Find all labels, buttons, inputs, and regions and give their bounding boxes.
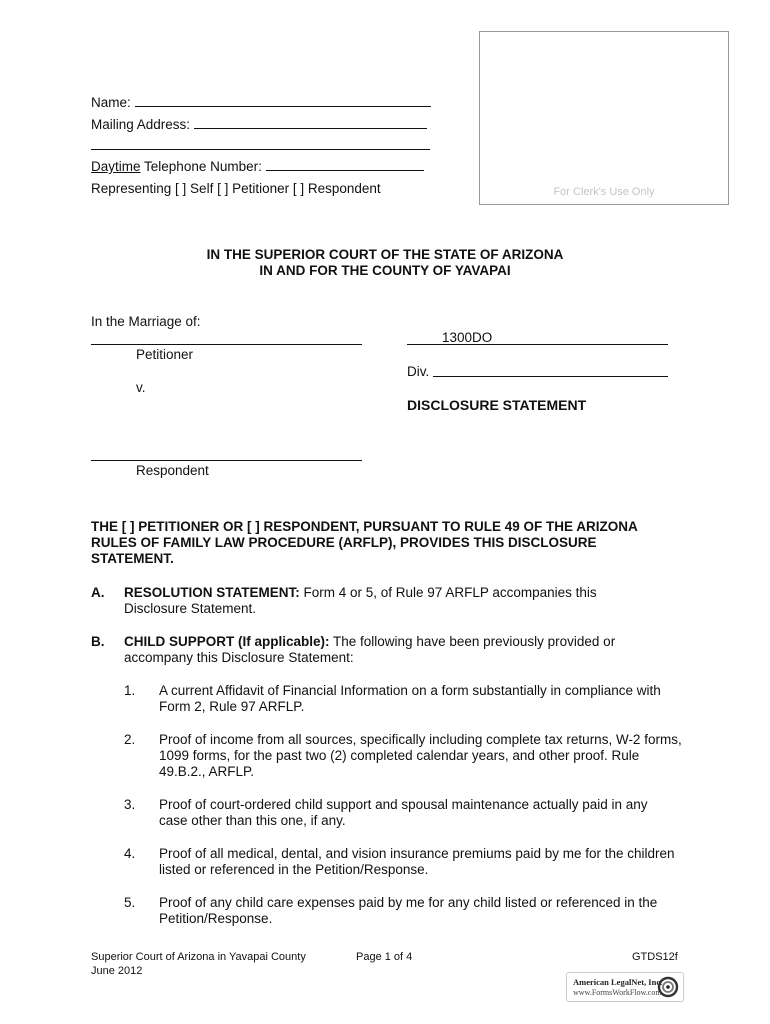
- section-a-heading: RESOLUTION STATEMENT:: [124, 585, 300, 600]
- name-field: [91, 94, 431, 110]
- item-2-text: Proof of income from all sources, specifically including complete tax returns, W-2 forms, 1099 forms, for the past two (2) completed calendar years, and other proof. Rule 49.B.2., ARFLP.: [159, 732, 682, 779]
- court-title-line1: IN THE SUPERIOR COURT OF THE STATE OF ARIZONA: [206, 247, 564, 262]
- mailing-address-line-2[interactable]: [91, 149, 430, 150]
- mailing-address-label: Mailing Address:: [91, 117, 191, 132]
- division-line[interactable]: [433, 376, 668, 377]
- american-legalnet-logo: [566, 972, 684, 1002]
- representing-line: Representing [ ] Self [ ] Petitioner [ ] Respondent: [91, 181, 381, 196]
- item-3-num: 3.: [124, 797, 136, 812]
- document-title: DISCLOSURE STATEMENT: [407, 397, 587, 413]
- section-a-letter: A.: [91, 585, 105, 600]
- section-b-text: The following have been previously provided or accompany this Disclosure Statement:: [124, 634, 616, 665]
- division-label: Div.: [407, 364, 430, 379]
- section-b-letter: B.: [91, 634, 105, 649]
- telephone-label: Telephone Number:: [144, 159, 262, 174]
- section-a-body: [124, 585, 644, 617]
- mailing-address-field: [91, 116, 427, 132]
- clerk-use-label: For Clerk's Use Only: [553, 186, 655, 198]
- item-5-num: 5.: [124, 895, 136, 910]
- item-1-num: 1.: [124, 683, 136, 698]
- petitioner-name-line[interactable]: [91, 344, 362, 345]
- section-b-heading: CHILD SUPPORT (If applicable):: [124, 634, 330, 649]
- case-number: 1300DO: [442, 330, 493, 345]
- daytime-label: Daytime: [91, 159, 141, 174]
- item-3-text: Proof of court-ordered child support and spousal maintenance actually paid in any case other than this one, if any.: [159, 797, 648, 828]
- intro-paragraph: THE [ ] PETITIONER OR [ ] RESPONDENT, PURSUANT TO RULE 49 OF THE ARIZONA RULES OF FAMILY LAW PROCEDURE (ARFLP), PROVIDES THIS DISCLOSURE STATEMENT.: [91, 519, 638, 566]
- footer-court-line: Superior Court of Arizona in Yavapai County: [91, 951, 306, 963]
- name-line[interactable]: [135, 94, 431, 107]
- item-2-num: 2.: [124, 732, 136, 747]
- clerk-use-box: [479, 31, 729, 205]
- court-title-line2: IN AND FOR THE COUNTY OF YAVAPAI: [259, 263, 511, 278]
- respondent-label: Respondent: [136, 463, 209, 478]
- footer-page: Page 1 of 4: [356, 951, 413, 963]
- mailing-address-line[interactable]: [194, 116, 427, 129]
- telephone-line[interactable]: [266, 158, 424, 171]
- respondent-name-line[interactable]: [91, 460, 362, 461]
- item-5-text: Proof of any child care expenses paid by me for any child listed or referenced in the Petition/Response.: [159, 895, 658, 926]
- item-4-num: 4.: [124, 846, 136, 861]
- logo-website: www.FormsWorkFlow.com: [573, 988, 662, 997]
- name-label: Name:: [91, 95, 131, 110]
- logo-swirl-icon: [657, 976, 679, 998]
- section-b-body: [124, 634, 649, 666]
- item-4-text: Proof of all medical, dental, and vision insurance premiums paid by me for the children listed or referenced in the Petition/Response.: [159, 846, 675, 877]
- logo-company-name: American LegalNet, Inc.: [573, 977, 663, 987]
- item-1-text: A current Affidavit of Financial Information on a form substantially in compliance with Form 2, Rule 97 ARFLP.: [159, 683, 661, 714]
- versus-label: v.: [136, 380, 146, 395]
- case-number-line[interactable]: [407, 344, 668, 345]
- marriage-label: In the Marriage of:: [91, 314, 201, 329]
- petitioner-label: Petitioner: [136, 347, 194, 362]
- section-a-text: Form 4 or 5, of Rule 97 ARFLP accompanies this Disclosure Statement.: [124, 585, 597, 616]
- footer-form-code: GTDS12f: [632, 951, 678, 963]
- footer-date: June 2012: [91, 965, 143, 977]
- telephone-field: [91, 158, 424, 174]
